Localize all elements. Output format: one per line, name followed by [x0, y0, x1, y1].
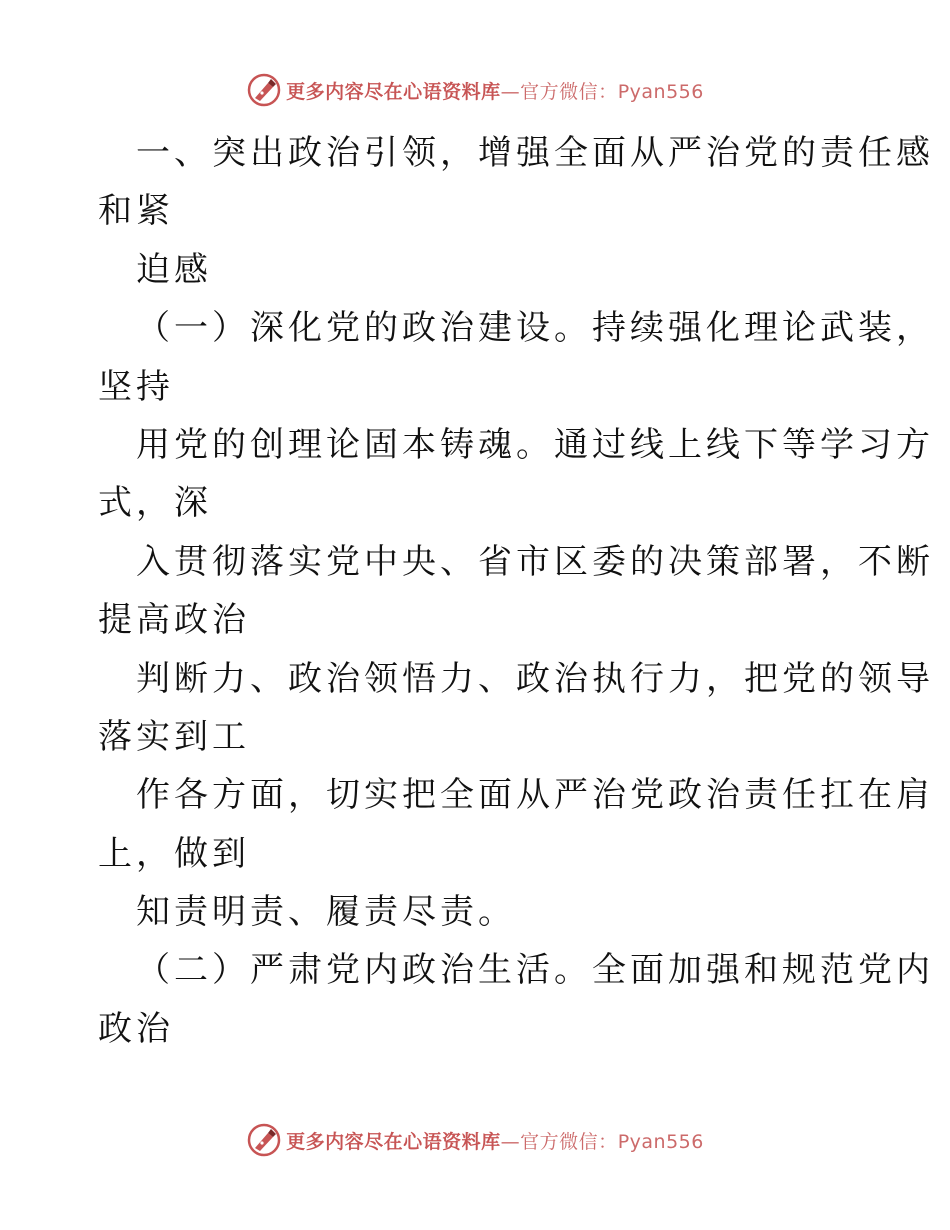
text-line: 知责明责、履责尽责。 — [136, 892, 516, 933]
text-line: 判断力、政治领悟力、政治执行力，把党的领导 — [136, 658, 934, 699]
pen-nib-logo-icon — [246, 1122, 282, 1158]
banner-text — [286, 1127, 704, 1154]
banner-wechat-id: Pyan556 — [617, 1130, 704, 1153]
text-line: 坚持 — [98, 366, 174, 407]
header-banner — [0, 70, 950, 110]
text-line: 式，深 — [98, 483, 212, 524]
banner-wechat-label: 官方微信： — [520, 80, 618, 103]
document-body — [98, 124, 934, 1058]
text-line: 落实到工 — [98, 716, 250, 757]
text-line: 政治 — [98, 1008, 174, 1049]
text-line: 用党的创理论固本铸魂。通过线上线下等学习方 — [136, 424, 934, 465]
banner-title: 更多内容尽在心语资料库 — [286, 1130, 501, 1153]
text-line: 提高政治 — [98, 600, 250, 641]
text-line: 迫感 — [136, 249, 212, 290]
banner-title: 更多内容尽在心语资料库 — [286, 80, 501, 103]
text-line: （一）深化党的政治建设。持续强化理论武装， — [136, 308, 934, 349]
text-line: （二）严肃党内政治生活。全面加强和规范党内 — [136, 950, 934, 991]
banner-dash: — — [500, 80, 521, 103]
banner-dash: — — [500, 1130, 521, 1153]
text-line: 入贯彻落实党中央、省市区委的决策部署，不断 — [136, 541, 934, 582]
text-line: 和紧 — [98, 191, 174, 232]
banner-wechat-label: 官方微信： — [520, 1130, 618, 1153]
banner-text — [286, 77, 704, 104]
text-line: 上，做到 — [98, 833, 250, 874]
footer-banner — [0, 1120, 950, 1160]
text-line: 作各方面，切实把全面从严治党政治责任扛在肩 — [136, 775, 934, 816]
text-line: 一、突出政治引领，增强全面从严治党的责任感 — [136, 133, 934, 173]
pen-nib-logo-icon — [246, 72, 282, 108]
banner-wechat-id: Pyan556 — [617, 80, 704, 103]
